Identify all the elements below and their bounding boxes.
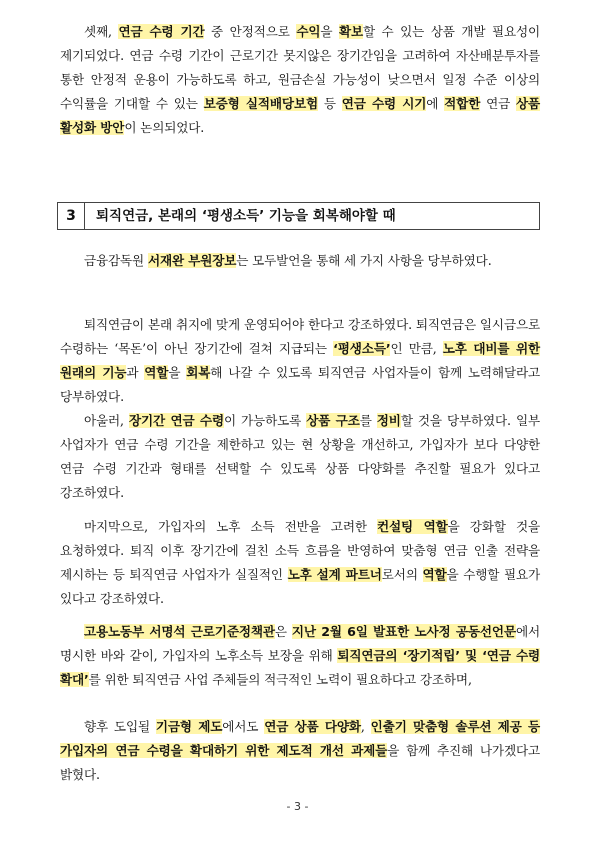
highlight: 연금 상품 다양화 — [264, 719, 361, 734]
text: 를 — [359, 413, 377, 428]
highlight: 서재완 부원장보 — [147, 253, 237, 268]
highlight: 컨설팅 역할 — [377, 519, 448, 534]
text: 을 — [168, 365, 187, 380]
text: 를 위한 퇴직연금 사업 주체들의 적극적인 노력이 필요하다고 강조하며, — [88, 672, 472, 687]
text: 향후 도입될 — [84, 719, 156, 734]
text: 을 수행할 필요가 있다고 강조하였다. — [60, 567, 540, 606]
text: 할 것을 당부하였다. 일부 사업자가 연금 수령 기간을 제한하고 있는 현 상황을 개선하고, 가입자가 보다 다양한 연금 수령 기간과 형태를 선택할 수 있도록 상품 다양화를 추진할 필요가 있다고 강조하였다. — [60, 413, 540, 500]
text: 을 함께 추진해 나가겠다고 밝혔다. — [60, 743, 540, 782]
text: 이 논의되었다. — [124, 120, 205, 135]
highlight: 장기간 연금 수령 — [128, 413, 224, 428]
highlight: 역할 — [422, 567, 447, 582]
paragraph-third-point — [60, 20, 540, 140]
text: 을 강화할 것을 요청하였다. 퇴직 이후 장기간에 걸친 소득 흐름을 반영하여 맞춤형 연금 인출 전략을 제시하는 등 퇴직연금 사업자가 실질적인 — [60, 519, 540, 582]
text: 과 — [126, 365, 145, 380]
text: 는 모두발언을 통해 세 가지 사항을 당부하였다. — [236, 253, 492, 268]
page-number: - 3 - — [286, 800, 309, 813]
text: 인 만큼, — [390, 341, 443, 356]
highlight: 정비 — [376, 413, 401, 428]
section-header — [57, 202, 540, 230]
text: 에서 명시한 바와 같이, 가입자의 노후소득 보장을 위해 — [60, 624, 540, 663]
text: 로서의 — [381, 567, 423, 582]
text: 해 나갈 수 있도록 퇴직연금 사업자들이 함께 노력해달라고 당부하였다. — [60, 365, 540, 404]
text: 은 — [274, 624, 292, 639]
text: 이 가능하도록 — [223, 413, 307, 428]
highlight: 연금 수령 기간 — [118, 24, 205, 39]
highlight: ‘평생소득’ — [333, 341, 391, 356]
text: 등 — [317, 96, 342, 111]
highlight: 적합한 — [444, 96, 481, 111]
highlight: 연금 수령 시기 — [341, 96, 427, 111]
text: 에 — [426, 96, 445, 111]
text: 할 수 있는 상품 개발 필요성이 제기되었다. 연금 수령 기간이 근로기간 못지않은 장기간임을 고려하여 자산배분투자를 통한 안정적 운용이 가능하도록 하고, 원금손실 가능성이 낮으면서 일정 수준 이상의 수익률을 기대할 수 있는 — [60, 24, 541, 111]
highlight: 노후 설계 파트너 — [287, 567, 382, 582]
paragraph-third-request — [60, 515, 540, 611]
section-number: 3 — [58, 203, 85, 229]
text: 셋째, — [84, 24, 119, 39]
highlight: 노후 대비를 위한 원래의 기능 — [60, 341, 541, 380]
highlight: 기금형 제도 — [155, 719, 223, 734]
highlight: 상품 구조 — [306, 413, 360, 428]
text: 금융감독원 — [84, 253, 148, 268]
highlight: 퇴직연금의 ‘장기적립’ 및 ‘연금 수령 확대’ — [60, 648, 540, 687]
highlight: 상품 활성화 방안 — [60, 96, 540, 135]
paragraph-future-plans — [60, 715, 540, 787]
text: 에서도 — [222, 719, 265, 734]
highlight: 수익 — [296, 24, 321, 39]
text: 아울러, — [84, 413, 129, 428]
highlight: 지난 2월 6일 발표한 노사정 공동선언문 — [291, 624, 516, 639]
highlight: 확보 — [338, 24, 363, 39]
highlight: 고용노동부 서명석 근로기준정책관 — [84, 624, 275, 639]
paragraph-first-request — [60, 313, 540, 409]
text: 중 안정적으로 — [204, 24, 297, 39]
text: 마지막으로, 가입자의 노후 소득 전반을 고려한 — [84, 519, 377, 534]
text: , — [360, 719, 371, 734]
section-title: 퇴직연금, 본래의 ‘평생소득’ 기능을 회복해야할 때 — [96, 208, 396, 224]
paragraph-fss-intro — [60, 249, 540, 273]
text: 퇴직연금이 본래 취지에 맞게 운영되어야 한다고 강조하였다. 퇴직연금은 일시금으로 수령하는 ‘목돈’이 아닌 장기간에 걸쳐 지급되는 — [60, 317, 540, 356]
highlight: 역할 — [144, 365, 169, 380]
paragraph-moel-remarks — [60, 620, 540, 692]
text: 연금 — [480, 96, 516, 111]
highlight: 보증형 실적배당보험 — [203, 96, 318, 111]
highlight: 인출기 맞춤형 솔루션 제공 등 가입자의 연금 수령을 확대하기 위한 제도적 개선 과제들 — [60, 719, 541, 758]
text: 을 — [320, 24, 339, 39]
highlight: 회복 — [186, 365, 211, 380]
paragraph-second-request — [60, 409, 540, 505]
